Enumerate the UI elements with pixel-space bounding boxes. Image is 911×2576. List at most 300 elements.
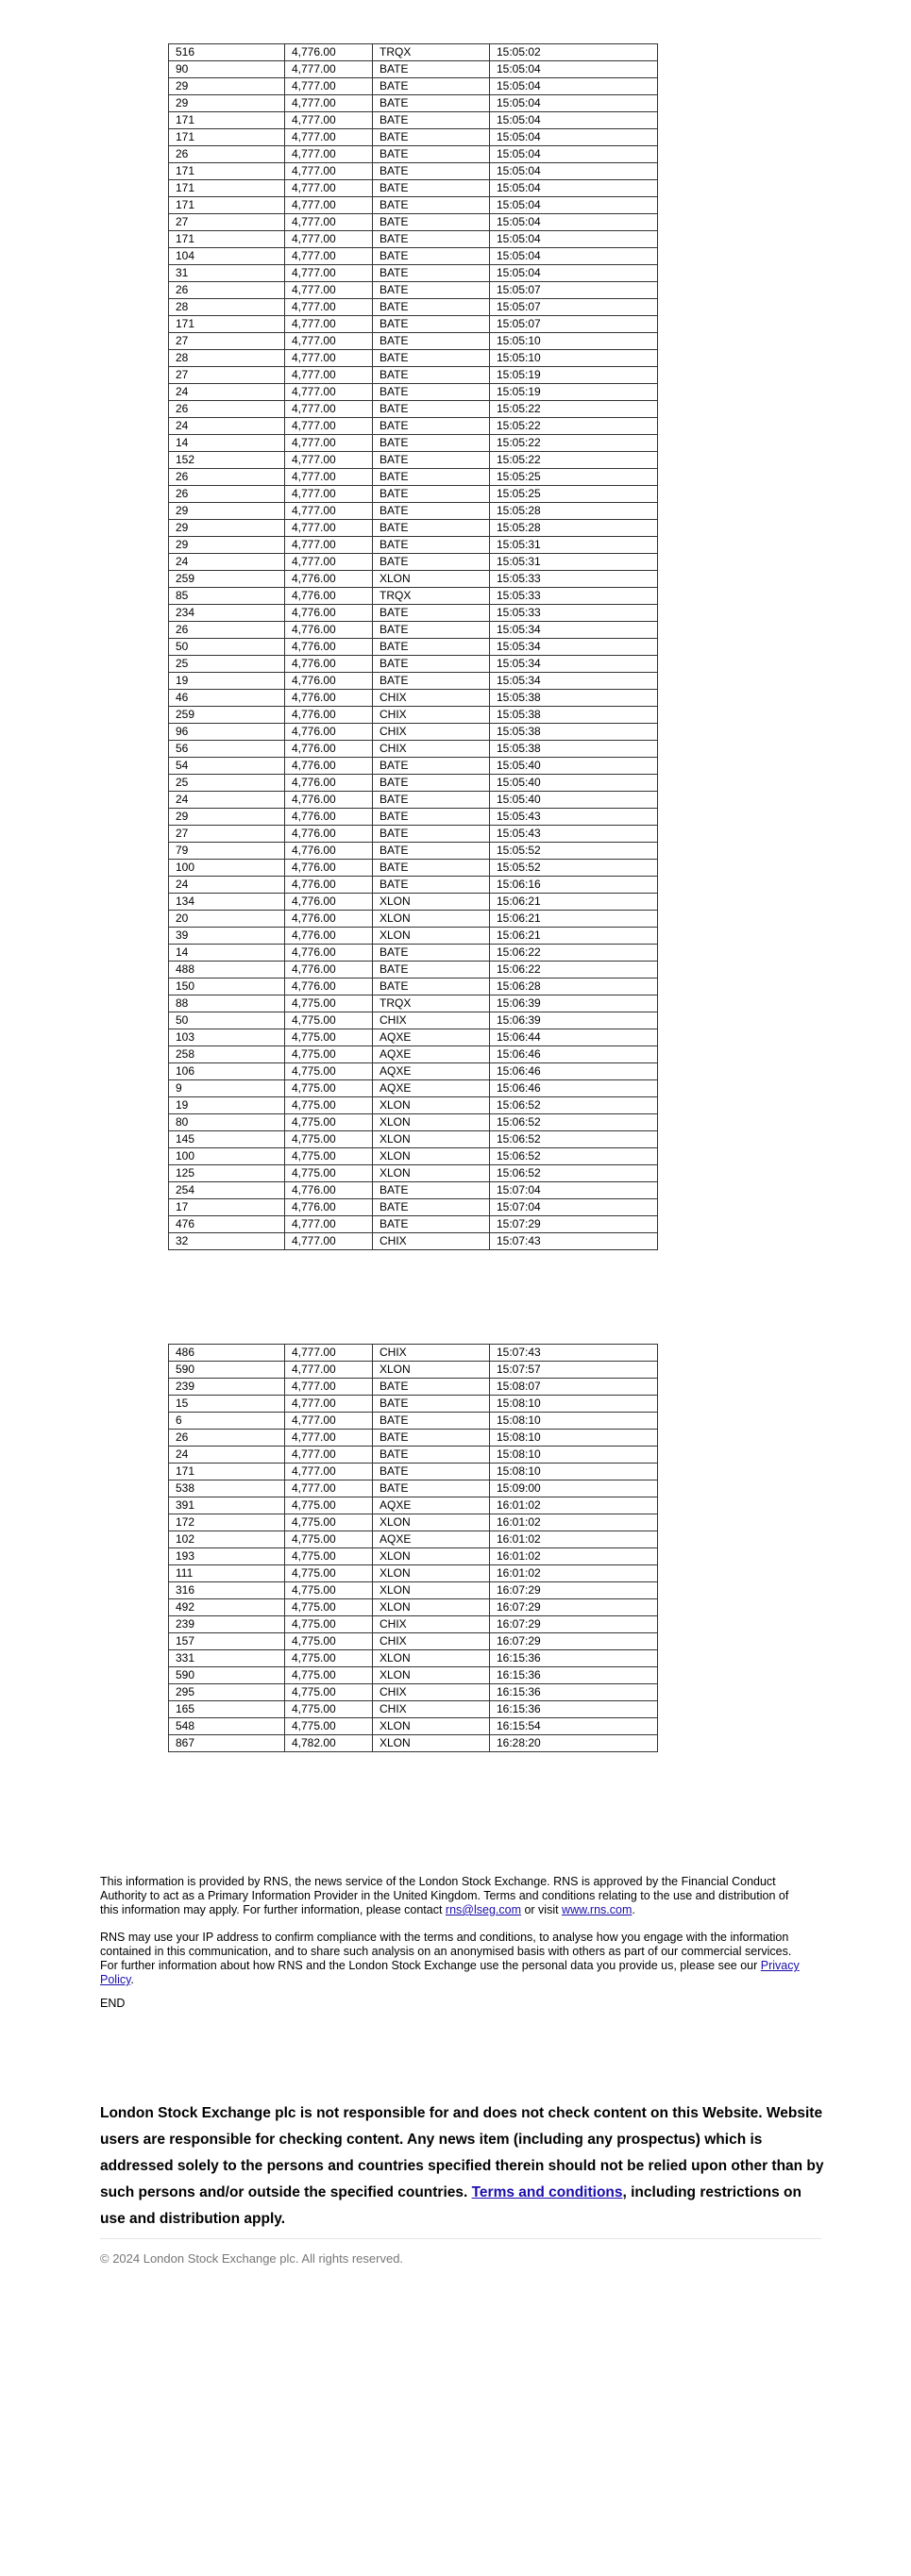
volume-cell: 538 — [169, 1480, 285, 1497]
price-cell: 4,775.00 — [285, 1497, 373, 1514]
volume-cell: 171 — [169, 231, 285, 248]
time-cell: 16:07:29 — [490, 1599, 658, 1616]
table-row — [169, 1548, 658, 1565]
price-cell: 4,775.00 — [285, 1616, 373, 1633]
table-row — [169, 588, 658, 605]
time-cell: 15:07:04 — [490, 1182, 658, 1199]
price-cell: 4,775.00 — [285, 995, 373, 1012]
price-cell: 4,777.00 — [285, 316, 373, 333]
venue-cell: XLON — [373, 1097, 490, 1114]
venue-cell: BATE — [373, 384, 490, 401]
table-row — [169, 1616, 658, 1633]
terms-and-conditions-link[interactable]: Terms and conditions — [471, 2184, 623, 2200]
time-cell: 15:08:10 — [490, 1430, 658, 1447]
price-cell: 4,777.00 — [285, 452, 373, 469]
rns-email-link[interactable]: rns@lseg.com — [445, 1903, 521, 1916]
table-row — [169, 61, 658, 78]
time-cell: 15:05:38 — [490, 724, 658, 741]
venue-cell: AQXE — [373, 1497, 490, 1514]
time-cell: 15:05:22 — [490, 401, 658, 418]
time-cell: 15:05:40 — [490, 758, 658, 775]
venue-cell: BATE — [373, 1182, 490, 1199]
table-row — [169, 1131, 658, 1148]
venue-cell: BATE — [373, 537, 490, 554]
venue-cell: BATE — [373, 435, 490, 452]
venue-cell: XLON — [373, 894, 490, 911]
time-cell: 15:06:52 — [490, 1097, 658, 1114]
time-cell: 15:05:43 — [490, 826, 658, 843]
price-cell: 4,776.00 — [285, 792, 373, 809]
table-row — [169, 1464, 658, 1480]
price-cell: 4,777.00 — [285, 231, 373, 248]
transactions-table-1 — [168, 43, 658, 1250]
price-cell: 4,777.00 — [285, 520, 373, 537]
volume-cell: 24 — [169, 384, 285, 401]
time-cell: 15:05:31 — [490, 537, 658, 554]
time-cell: 15:08:07 — [490, 1379, 658, 1396]
table-row — [169, 265, 658, 282]
volume-cell: 26 — [169, 146, 285, 163]
price-cell: 4,775.00 — [285, 1599, 373, 1616]
table-row — [169, 995, 658, 1012]
price-cell: 4,777.00 — [285, 401, 373, 418]
volume-cell: 80 — [169, 1114, 285, 1131]
time-cell: 15:05:22 — [490, 452, 658, 469]
price-cell: 4,775.00 — [285, 1148, 373, 1165]
volume-cell: 32 — [169, 1233, 285, 1250]
venue-cell: AQXE — [373, 1531, 490, 1548]
venue-cell: BATE — [373, 248, 490, 265]
rns-website-link[interactable]: www.rns.com — [562, 1903, 633, 1916]
venue-cell: BATE — [373, 78, 490, 95]
table-row — [169, 486, 658, 503]
table-row — [169, 554, 658, 571]
volume-cell: 193 — [169, 1548, 285, 1565]
volume-cell: 111 — [169, 1565, 285, 1582]
volume-cell: 100 — [169, 860, 285, 877]
price-cell: 4,775.00 — [285, 1165, 373, 1182]
price-cell: 4,777.00 — [285, 486, 373, 503]
volume-cell: 486 — [169, 1345, 285, 1362]
price-cell: 4,777.00 — [285, 1413, 373, 1430]
table-row — [169, 367, 658, 384]
price-cell: 4,775.00 — [285, 1701, 373, 1718]
price-cell: 4,776.00 — [285, 894, 373, 911]
table-row — [169, 1667, 658, 1684]
price-cell: 4,777.00 — [285, 1233, 373, 1250]
time-cell: 16:15:36 — [490, 1667, 658, 1684]
volume-cell: 14 — [169, 945, 285, 962]
time-cell: 15:06:46 — [490, 1046, 658, 1063]
volume-cell: 20 — [169, 911, 285, 928]
venue-cell: BATE — [373, 299, 490, 316]
price-cell: 4,777.00 — [285, 112, 373, 129]
time-cell: 15:05:40 — [490, 792, 658, 809]
volume-cell: 867 — [169, 1735, 285, 1752]
price-cell: 4,782.00 — [285, 1735, 373, 1752]
time-cell: 15:05:34 — [490, 656, 658, 673]
time-cell: 15:06:39 — [490, 1012, 658, 1029]
price-cell: 4,776.00 — [285, 758, 373, 775]
volume-cell: 171 — [169, 1464, 285, 1480]
time-cell: 15:06:39 — [490, 995, 658, 1012]
table-row — [169, 1430, 658, 1447]
table-row — [169, 860, 658, 877]
venue-cell: CHIX — [373, 707, 490, 724]
time-cell: 15:08:10 — [490, 1413, 658, 1430]
price-cell: 4,776.00 — [285, 1182, 373, 1199]
table-row — [169, 622, 658, 639]
venue-cell: BATE — [373, 1199, 490, 1216]
transactions-table-2 — [168, 1344, 658, 1752]
price-cell: 4,776.00 — [285, 928, 373, 945]
rns-disclaimer-mid: or visit — [520, 1903, 563, 1916]
price-cell: 4,775.00 — [285, 1684, 373, 1701]
venue-cell: BATE — [373, 554, 490, 571]
table-row — [169, 112, 658, 129]
end-marker: END — [100, 1997, 126, 2010]
price-cell: 4,777.00 — [285, 350, 373, 367]
volume-cell: 26 — [169, 282, 285, 299]
table-row — [169, 299, 658, 316]
time-cell: 15:05:34 — [490, 673, 658, 690]
table-row — [169, 146, 658, 163]
volume-cell: 150 — [169, 979, 285, 995]
volume-cell: 391 — [169, 1497, 285, 1514]
price-cell: 4,777.00 — [285, 129, 373, 146]
venue-cell: XLON — [373, 1599, 490, 1616]
volume-cell: 85 — [169, 588, 285, 605]
price-cell: 4,776.00 — [285, 673, 373, 690]
venue-cell: BATE — [373, 1413, 490, 1430]
table-row — [169, 1735, 658, 1752]
time-cell: 15:05:40 — [490, 775, 658, 792]
venue-cell: BATE — [373, 282, 490, 299]
volume-cell: 102 — [169, 1531, 285, 1548]
price-cell: 4,776.00 — [285, 809, 373, 826]
volume-cell: 26 — [169, 401, 285, 418]
price-cell: 4,777.00 — [285, 554, 373, 571]
price-cell: 4,777.00 — [285, 1345, 373, 1362]
venue-cell: BATE — [373, 214, 490, 231]
venue-cell: AQXE — [373, 1029, 490, 1046]
volume-cell: 54 — [169, 758, 285, 775]
volume-cell: 157 — [169, 1633, 285, 1650]
table-row — [169, 843, 658, 860]
venue-cell: CHIX — [373, 1616, 490, 1633]
venue-cell: BATE — [373, 316, 490, 333]
price-cell: 4,775.00 — [285, 1718, 373, 1735]
time-cell: 15:05:25 — [490, 469, 658, 486]
venue-cell: BATE — [373, 265, 490, 282]
table-row — [169, 690, 658, 707]
venue-cell: AQXE — [373, 1063, 490, 1080]
volume-cell: 27 — [169, 333, 285, 350]
time-cell: 15:05:43 — [490, 809, 658, 826]
time-cell: 15:05:10 — [490, 350, 658, 367]
time-cell: 15:06:52 — [490, 1131, 658, 1148]
time-cell: 15:05:04 — [490, 180, 658, 197]
volume-cell: 24 — [169, 418, 285, 435]
time-cell: 16:01:02 — [490, 1548, 658, 1565]
time-cell: 15:05:22 — [490, 418, 658, 435]
venue-cell: BATE — [373, 826, 490, 843]
privacy-policy-link[interactable]: Privacy Policy — [100, 1959, 800, 1986]
time-cell: 15:07:57 — [490, 1362, 658, 1379]
time-cell: 15:06:16 — [490, 877, 658, 894]
volume-cell: 46 — [169, 690, 285, 707]
table-row — [169, 1565, 658, 1582]
privacy-notice-end: . — [130, 1973, 134, 1986]
price-cell: 4,777.00 — [285, 418, 373, 435]
volume-cell: 492 — [169, 1599, 285, 1616]
volume-cell: 259 — [169, 707, 285, 724]
venue-cell: BATE — [373, 622, 490, 639]
table-row — [169, 894, 658, 911]
price-cell: 4,777.00 — [285, 333, 373, 350]
volume-cell: 39 — [169, 928, 285, 945]
venue-cell: CHIX — [373, 1012, 490, 1029]
price-cell: 4,777.00 — [285, 95, 373, 112]
table-row — [169, 503, 658, 520]
table-row — [169, 1199, 658, 1216]
table-row — [169, 1684, 658, 1701]
table-row — [169, 707, 658, 724]
venue-cell: BATE — [373, 197, 490, 214]
price-cell: 4,777.00 — [285, 503, 373, 520]
price-cell: 4,776.00 — [285, 724, 373, 741]
volume-cell: 24 — [169, 877, 285, 894]
volume-cell: 79 — [169, 843, 285, 860]
table-row — [169, 1497, 658, 1514]
table-row — [169, 350, 658, 367]
price-cell: 4,776.00 — [285, 826, 373, 843]
price-cell: 4,775.00 — [285, 1131, 373, 1148]
table-row — [169, 1029, 658, 1046]
price-cell: 4,776.00 — [285, 588, 373, 605]
price-cell: 4,777.00 — [285, 537, 373, 554]
time-cell: 15:05:52 — [490, 860, 658, 877]
volume-cell: 26 — [169, 486, 285, 503]
volume-cell: 104 — [169, 248, 285, 265]
time-cell: 15:07:04 — [490, 1199, 658, 1216]
time-cell: 15:05:04 — [490, 61, 658, 78]
price-cell: 4,775.00 — [285, 1633, 373, 1650]
time-cell: 15:05:34 — [490, 639, 658, 656]
venue-cell: BATE — [373, 1379, 490, 1396]
table-row — [169, 197, 658, 214]
time-cell: 16:15:36 — [490, 1684, 658, 1701]
venue-cell: BATE — [373, 333, 490, 350]
venue-cell: XLON — [373, 1718, 490, 1735]
time-cell: 16:07:29 — [490, 1616, 658, 1633]
volume-cell: 90 — [169, 61, 285, 78]
volume-cell: 171 — [169, 180, 285, 197]
venue-cell: XLON — [373, 1735, 490, 1752]
volume-cell: 27 — [169, 214, 285, 231]
rns-disclaimer-end: . — [632, 1903, 635, 1916]
venue-cell: BATE — [373, 1464, 490, 1480]
table-row — [169, 282, 658, 299]
venue-cell: BATE — [373, 962, 490, 979]
table-row — [169, 1531, 658, 1548]
table-row — [169, 1345, 658, 1362]
time-cell: 15:05:33 — [490, 588, 658, 605]
footer-divider — [100, 2238, 821, 2239]
table-row — [169, 1599, 658, 1616]
time-cell: 15:06:52 — [490, 1114, 658, 1131]
price-cell: 4,777.00 — [285, 1216, 373, 1233]
table-row — [169, 78, 658, 95]
time-cell: 15:06:46 — [490, 1080, 658, 1097]
volume-cell: 88 — [169, 995, 285, 1012]
price-cell: 4,777.00 — [285, 469, 373, 486]
table-row — [169, 1148, 658, 1165]
table-row — [169, 537, 658, 554]
table-row — [169, 1480, 658, 1497]
venue-cell: CHIX — [373, 724, 490, 741]
venue-cell: CHIX — [373, 1233, 490, 1250]
time-cell: 15:06:52 — [490, 1165, 658, 1182]
price-cell: 4,777.00 — [285, 163, 373, 180]
venue-cell: BATE — [373, 520, 490, 537]
price-cell: 4,777.00 — [285, 367, 373, 384]
venue-cell: CHIX — [373, 690, 490, 707]
time-cell: 15:06:22 — [490, 962, 658, 979]
venue-cell: BATE — [373, 775, 490, 792]
time-cell: 15:06:44 — [490, 1029, 658, 1046]
venue-cell: BATE — [373, 1480, 490, 1497]
lse-responsibility-notice — [100, 2100, 827, 2233]
price-cell: 4,777.00 — [285, 265, 373, 282]
table-row — [169, 316, 658, 333]
time-cell: 15:08:10 — [490, 1447, 658, 1464]
venue-cell: BATE — [373, 469, 490, 486]
venue-cell: BATE — [373, 503, 490, 520]
time-cell: 16:07:29 — [490, 1582, 658, 1599]
venue-cell: BATE — [373, 367, 490, 384]
table-row — [169, 945, 658, 962]
volume-cell: 28 — [169, 299, 285, 316]
volume-cell: 100 — [169, 1148, 285, 1165]
volume-cell: 17 — [169, 1199, 285, 1216]
volume-cell: 27 — [169, 826, 285, 843]
time-cell: 16:01:02 — [490, 1531, 658, 1548]
table-row — [169, 44, 658, 61]
time-cell: 15:05:07 — [490, 299, 658, 316]
time-cell: 16:15:36 — [490, 1650, 658, 1667]
time-cell: 15:05:33 — [490, 605, 658, 622]
table-row — [169, 248, 658, 265]
price-cell: 4,776.00 — [285, 639, 373, 656]
table-row — [169, 333, 658, 350]
venue-cell: CHIX — [373, 1345, 490, 1362]
table-row — [169, 741, 658, 758]
time-cell: 15:07:43 — [490, 1233, 658, 1250]
volume-cell: 590 — [169, 1667, 285, 1684]
time-cell: 15:06:46 — [490, 1063, 658, 1080]
venue-cell: BATE — [373, 1216, 490, 1233]
time-cell: 15:05:19 — [490, 367, 658, 384]
table-row — [169, 792, 658, 809]
volume-cell: 25 — [169, 656, 285, 673]
table-row — [169, 962, 658, 979]
table-row — [169, 758, 658, 775]
venue-cell: XLON — [373, 1548, 490, 1565]
time-cell: 16:28:20 — [490, 1735, 658, 1752]
venue-cell: BATE — [373, 656, 490, 673]
price-cell: 4,776.00 — [285, 979, 373, 995]
volume-cell: 516 — [169, 44, 285, 61]
volume-cell: 28 — [169, 350, 285, 367]
venue-cell: BATE — [373, 1430, 490, 1447]
price-cell: 4,777.00 — [285, 248, 373, 265]
venue-cell: BATE — [373, 1447, 490, 1464]
venue-cell: BATE — [373, 945, 490, 962]
table-row — [169, 520, 658, 537]
price-cell: 4,777.00 — [285, 146, 373, 163]
volume-cell: 56 — [169, 741, 285, 758]
price-cell: 4,775.00 — [285, 1667, 373, 1684]
price-cell: 4,776.00 — [285, 843, 373, 860]
time-cell: 15:05:04 — [490, 265, 658, 282]
volume-cell: 295 — [169, 1684, 285, 1701]
table-row — [169, 656, 658, 673]
venue-cell: CHIX — [373, 1684, 490, 1701]
venue-cell: XLON — [373, 1131, 490, 1148]
table-row — [169, 435, 658, 452]
venue-cell: BATE — [373, 163, 490, 180]
table-row — [169, 1114, 658, 1131]
venue-cell: XLON — [373, 1667, 490, 1684]
volume-cell: 29 — [169, 537, 285, 554]
venue-cell: XLON — [373, 1148, 490, 1165]
time-cell: 15:05:52 — [490, 843, 658, 860]
table-row — [169, 1379, 658, 1396]
table-row — [169, 775, 658, 792]
time-cell: 15:05:33 — [490, 571, 658, 588]
volume-cell: 24 — [169, 792, 285, 809]
volume-cell: 316 — [169, 1582, 285, 1599]
venue-cell: BATE — [373, 231, 490, 248]
table-row — [169, 1233, 658, 1250]
price-cell: 4,777.00 — [285, 1447, 373, 1464]
venue-cell: XLON — [373, 1362, 490, 1379]
venue-cell: BATE — [373, 605, 490, 622]
volume-cell: 331 — [169, 1650, 285, 1667]
time-cell: 15:05:04 — [490, 248, 658, 265]
volume-cell: 29 — [169, 78, 285, 95]
time-cell: 16:15:36 — [490, 1701, 658, 1718]
venue-cell: BATE — [373, 979, 490, 995]
volume-cell: 9 — [169, 1080, 285, 1097]
table-row — [169, 1097, 658, 1114]
price-cell: 4,776.00 — [285, 877, 373, 894]
venue-cell: BATE — [373, 758, 490, 775]
table-row — [169, 163, 658, 180]
price-cell: 4,776.00 — [285, 945, 373, 962]
table-row — [169, 724, 658, 741]
time-cell: 15:09:00 — [490, 1480, 658, 1497]
rns-disclaimer-text: This information is provided by RNS, the news service of the London Stock Exchange. RNS is approved by the Financial Conduct Authority to act as a Primary Information Provider in the United Kingdom. Terms and conditions relating to the use and distribution of this information may apply. For further information, please contact — [100, 1875, 789, 1916]
time-cell: 15:05:04 — [490, 197, 658, 214]
table-row — [169, 95, 658, 112]
volume-cell: 15 — [169, 1396, 285, 1413]
price-cell: 4,777.00 — [285, 299, 373, 316]
venue-cell: BATE — [373, 486, 490, 503]
volume-cell: 50 — [169, 1012, 285, 1029]
venue-cell: CHIX — [373, 1701, 490, 1718]
